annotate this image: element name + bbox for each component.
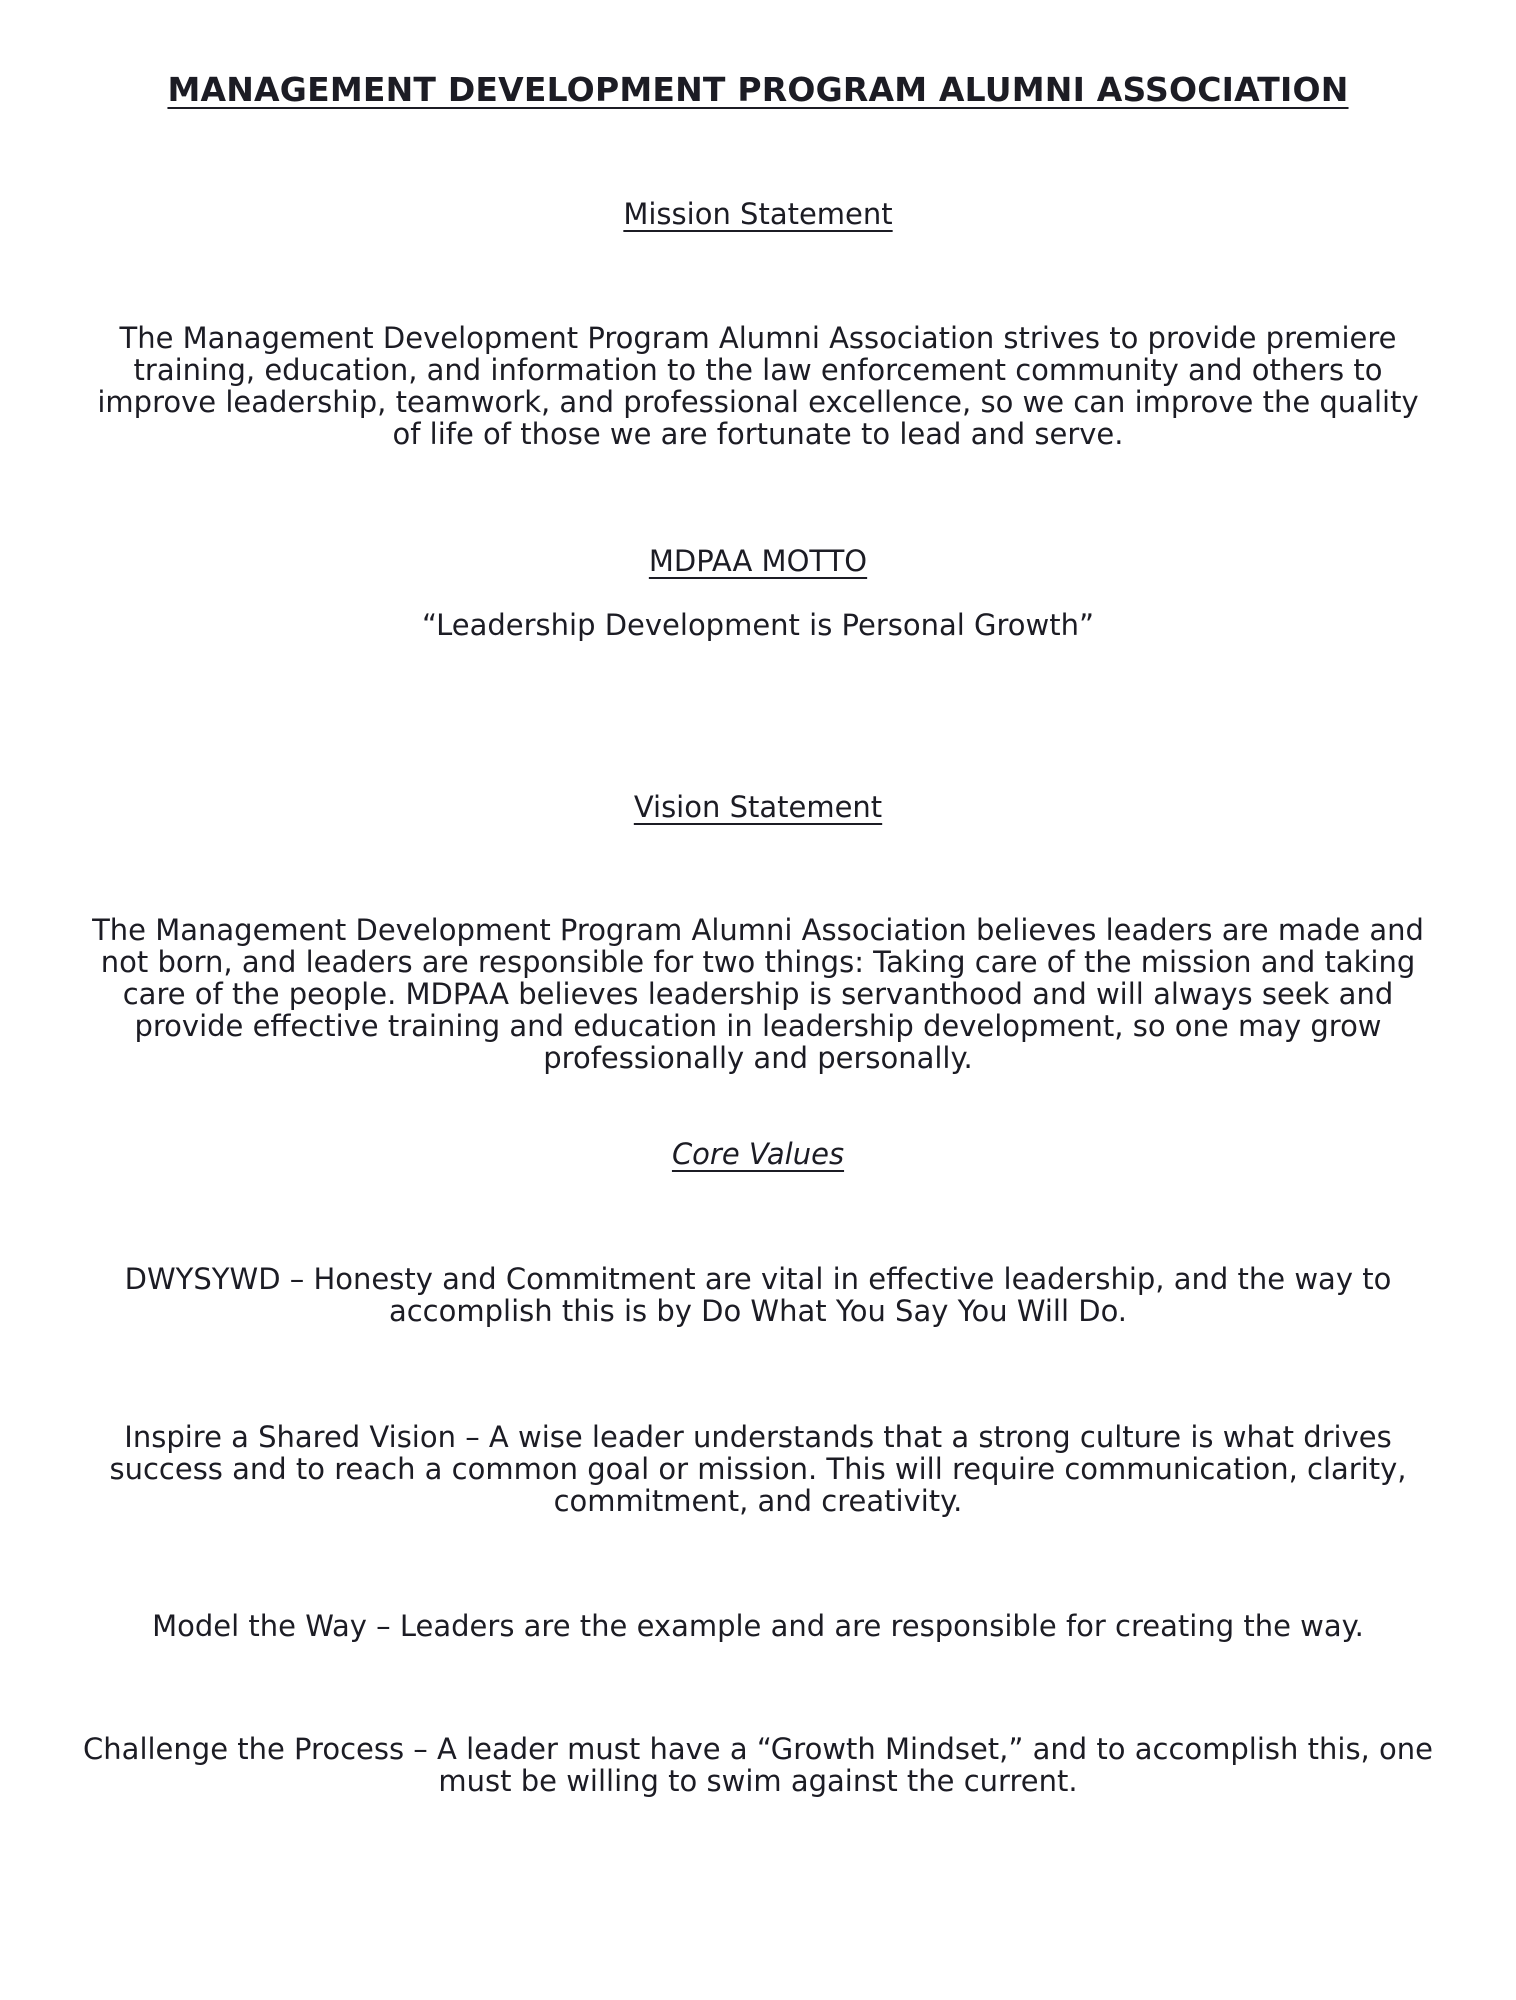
core-value-dwysywd: DWYSYWD – Honesty and Commitment are vital in effective leadership, and the way to accomplish this is by Do What You Say You Will Do. [124, 1262, 1392, 1328]
core-values-heading: Core Values [671, 1137, 845, 1171]
document-title: MANAGEMENT DEVELOPMENT PROGRAM ALUMNI ASSOCIATION [167, 70, 1349, 109]
motto-heading: MDPAA MOTTO [648, 544, 868, 578]
core-value-challenge-process: Challenge the Process – A leader must have a “Growth Mindset,” and to accomplish this, one must be willing to swim against the current. [83, 1732, 1433, 1798]
core-value-model-the-way: Model the Way – Leaders are the example and are responsible for creating the way. [152, 1609, 1364, 1643]
motto-quote: “Leadership Development is Personal Growth” [421, 608, 1095, 642]
vision-heading: Vision Statement [633, 790, 883, 824]
mission-statement: The Management Development Program Alumni Association strives to provide premiere training, education, and information to the law enforcement community and others to improve leadership, teamwork, and professional excellence, so we can improve the quality of life of those we are fortunate to lead and serve. [97, 321, 1419, 451]
mission-heading: Mission Statement [623, 197, 893, 231]
vision-statement: The Management Development Program Alumni Association believes leaders are made and not born, and leaders are responsible for two things: Taking care of the mission and taking care of the people. MDPAA believes leadership is servanthood and will always seek and provide effective training and education in leadership development, so one may grow professionally and personally. [92, 913, 1424, 1075]
core-value-shared-vision: Inspire a Shared Vision – A wise leader understands that a strong culture is what drives success and to reach a common goal or mission. This will require communication, clarity, commitment, and creativity. [109, 1420, 1407, 1518]
